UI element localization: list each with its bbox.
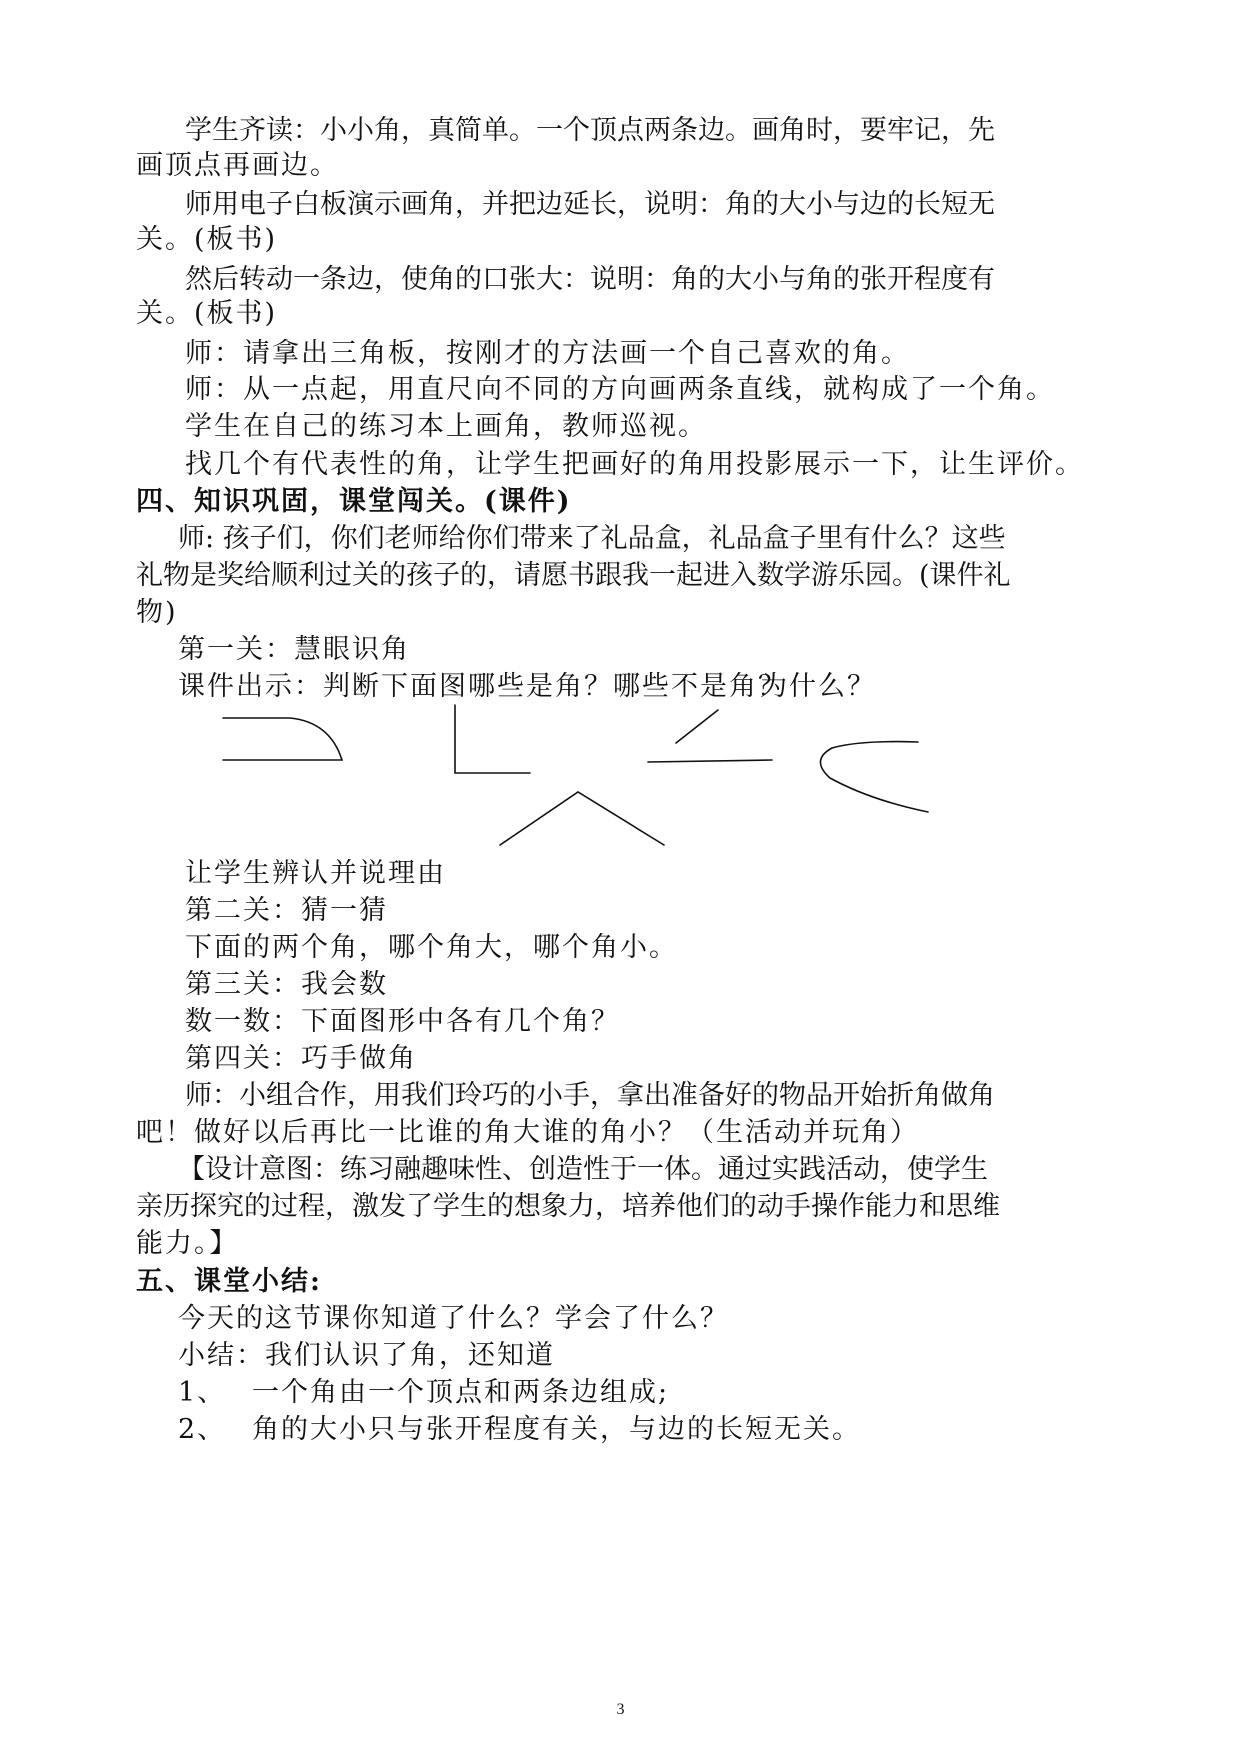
figure-right-angle <box>455 705 530 773</box>
level-1-prompt: 课件出示：判断下面图哪些是角？哪些不是角？ <box>178 671 787 702</box>
para-5: 师：从一点起，用直尺向不同的方向画两条直线，就构成了一个角。 <box>185 374 1055 405</box>
section-5-heading: 五、课堂小结: <box>136 1266 322 1297</box>
figure-curved-shape <box>223 718 342 760</box>
level-2-prompt: 下面的两个角，哪个角大，哪个角小。 <box>185 932 678 963</box>
section-4-heading: 四、知识巩固，课堂闯关。(课件) <box>136 486 572 517</box>
level-2-title: 第二关：猜一猜 <box>185 895 388 926</box>
para-7: 找几个有代表性的角，让学生把画好的角用投影展示一下，让生评价。 <box>185 449 1084 480</box>
para-2-line-2: 关。(板书) <box>136 224 278 255</box>
summary-intro: 小结：我们认识了角，还知道 <box>178 1340 555 1371</box>
design-intent-line-2: 亲历探究的过程，激发了学生的想象力，培养他们的动手操作能力和思维 <box>136 1191 1000 1222</box>
figure-v-angle <box>500 792 664 845</box>
section-4-intro-line-3: 物) <box>136 597 178 628</box>
para-3-line-1: 然后转动一条边，使角的口张大：说明：角的大小与角的张开程度有 <box>185 264 995 295</box>
design-intent-line-3: 能力。】 <box>136 1228 239 1259</box>
figure-curved-sides <box>820 742 928 812</box>
para-4: 师：请拿出三角板，按刚才的方法画一个自己喜欢的角。 <box>185 338 910 369</box>
level-3-title: 第三关：我会数 <box>185 969 388 1000</box>
section-4-intro-line-2: 礼物是奖给顺利过关的孩子的，请愿书跟我一起进入数学游乐园。(课件礼 <box>136 560 1011 591</box>
list-item-2-number: 2、 <box>178 1414 227 1445</box>
level-4-line-2: 吧！做好以后再比一比谁的角大谁的角小？（生活动并玩角） <box>136 1117 919 1148</box>
design-intent-line-1: 【设计意图：练习融趣味性、创造性于一体。通过实践活动，使学生 <box>178 1154 988 1185</box>
para-1-line-2: 画顶点再画边。 <box>136 150 339 181</box>
level-1-why: 为什么？ <box>760 671 876 702</box>
para-2-line-1: 师用电子白板演示画角，并把边延长，说明：角的大小与边的长短无 <box>185 189 995 220</box>
level-4-title: 第四关：巧手做角 <box>185 1043 417 1074</box>
para-6: 学生在自己的练习本上画角，教师巡视。 <box>185 411 707 442</box>
figure-separate-line-upper <box>676 710 718 743</box>
para-3-line-2: 关。(板书) <box>136 298 278 329</box>
level-4-line-1: 师：小组合作，用我们玲巧的小手，拿出准备好的物品开始折角做角 <box>185 1080 995 1111</box>
figure-separate-line-lower <box>648 760 772 762</box>
list-item-2-text: 角的大小只与张开程度有关，与边的长短无关。 <box>252 1414 861 1445</box>
level-1-after: 让学生辨认并说理由 <box>185 858 446 889</box>
list-item-1-number: 1、 <box>178 1377 227 1408</box>
page-number: 3 <box>616 1701 625 1718</box>
level-3-prompt: 数一数：下面图形中各有几个角？ <box>185 1006 620 1037</box>
para-1-line-1: 学生齐读：小小角，真简单。一个顶点两条边。画角时，要牢记，先 <box>185 115 995 146</box>
list-item-1-text: 一个角由一个顶点和两条边组成; <box>252 1377 670 1408</box>
level-1-title: 第一关：慧眼识角 <box>178 634 410 665</box>
summary-question: 今天的这节课你知道了什么？学会了什么？ <box>178 1303 729 1334</box>
section-4-intro-line-1: 师: 孩子们，你们老师给你们带来了礼品盒，礼品盒子里有什么？这些 <box>178 523 1006 554</box>
